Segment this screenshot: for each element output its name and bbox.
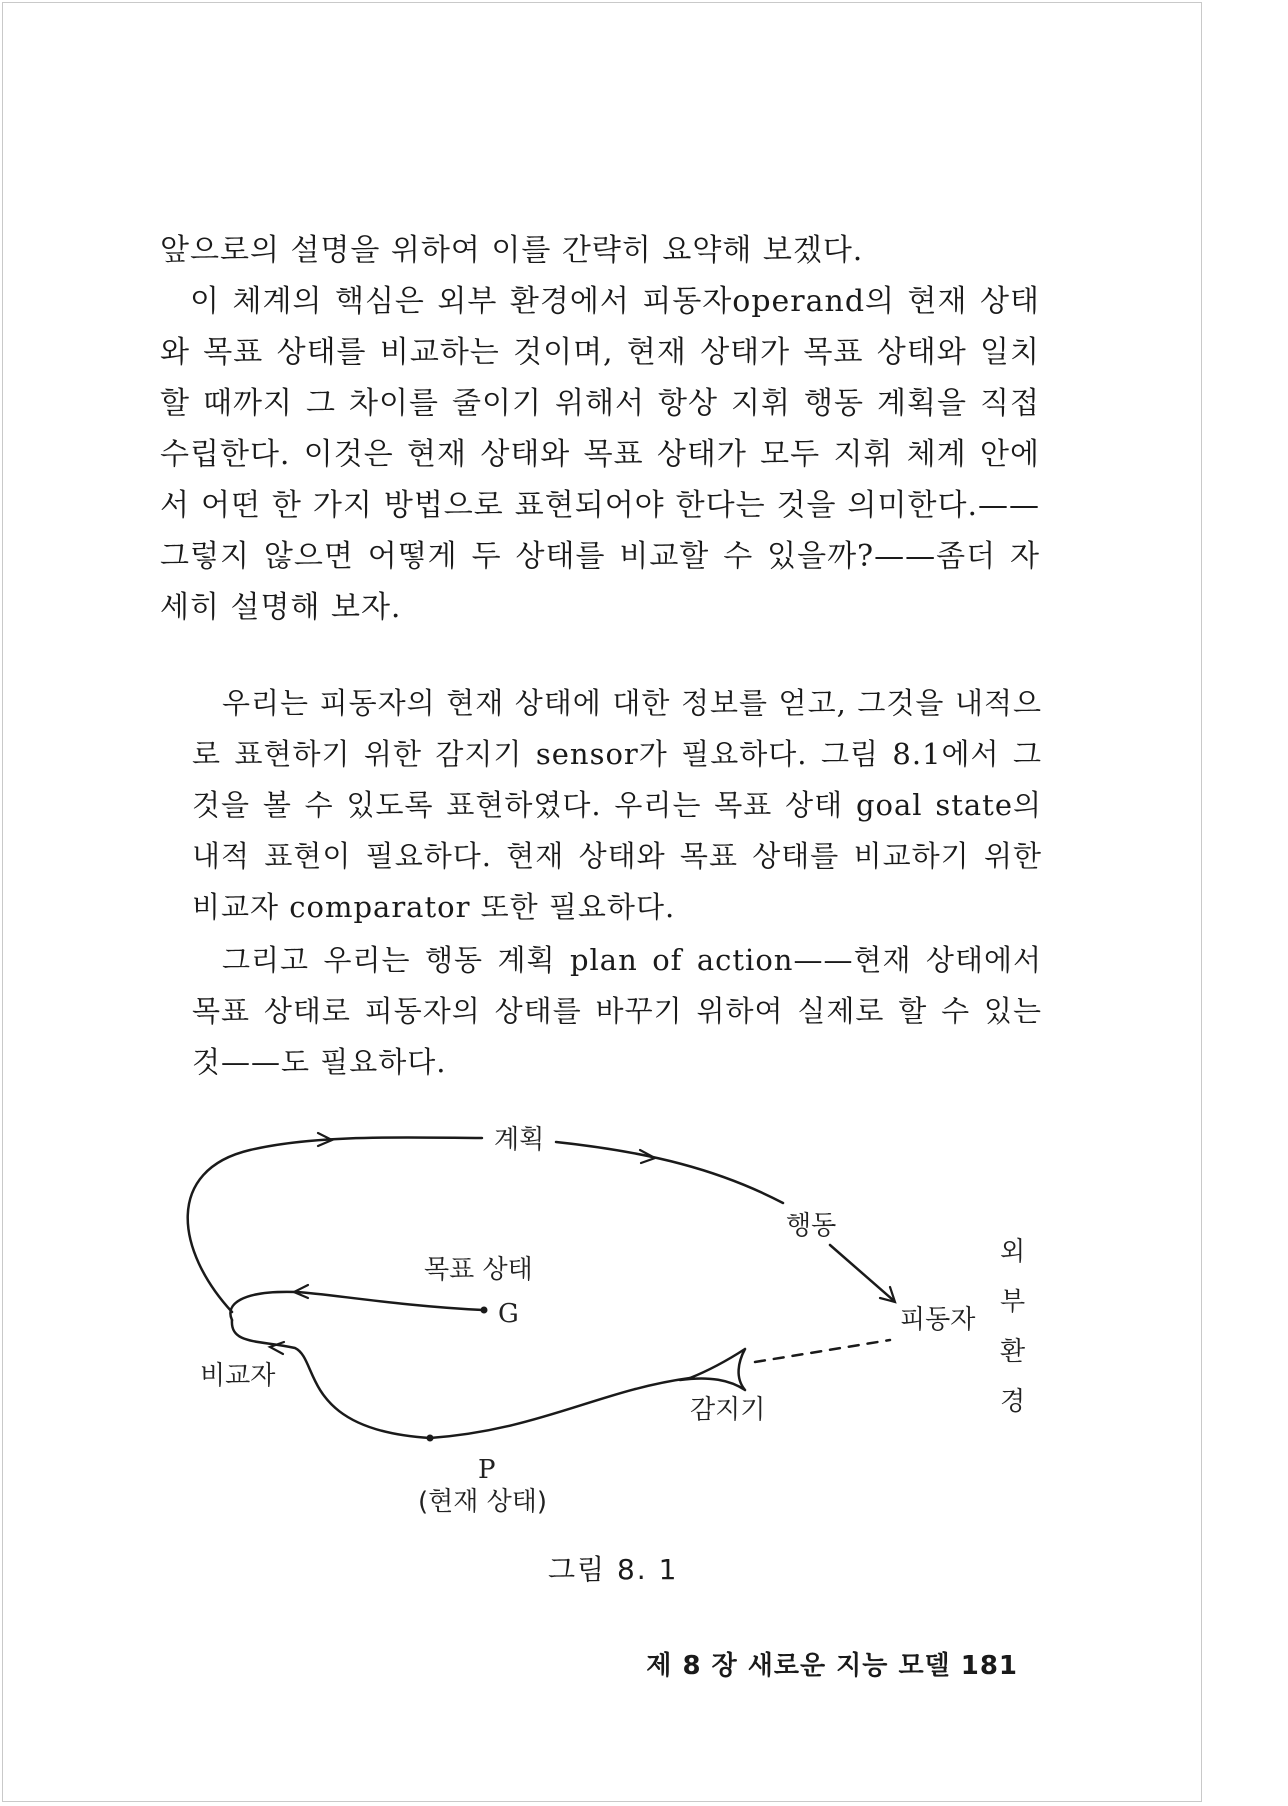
present-point bbox=[427, 1435, 434, 1442]
label-environment-2: 부 bbox=[1000, 1287, 1026, 1317]
label-plan: 계획 bbox=[494, 1125, 545, 1155]
label-goal-symbol: G bbox=[498, 1299, 519, 1329]
paragraph-1: 앞으로의 설명을 위하여 이를 간략히 요약해 보겠다. bbox=[160, 233, 864, 268]
sensor-symbol bbox=[680, 1349, 745, 1390]
loop-to-plan bbox=[188, 1137, 482, 1312]
label-environment-1: 외 bbox=[1000, 1237, 1026, 1267]
figure-caption: 그림 8. 1 bbox=[548, 1553, 679, 1586]
label-environment-3: 환 bbox=[1000, 1337, 1026, 1367]
label-environment-4: 경 bbox=[1000, 1387, 1026, 1417]
goal-point bbox=[481, 1307, 488, 1314]
label-present-symbol: P bbox=[478, 1455, 496, 1485]
label-action: 행동 bbox=[786, 1211, 837, 1241]
sensor-to-operand-dashed bbox=[755, 1340, 890, 1362]
paragraph-4: 그리고 우리는 행동 계획 plan of action——현재 상태에서 목표 상태로 피동자의 상태를 바꾸기 위하여 실제로 할 수 있는 것——도 필요하다. bbox=[192, 943, 1042, 1079]
page-footer: 제 8 장 새로운 지능 모델 181 bbox=[646, 1651, 1018, 1681]
label-comparator: 비교자 bbox=[200, 1361, 276, 1391]
label-goal-state: 목표 상태 bbox=[424, 1255, 533, 1285]
action-to-operand bbox=[830, 1245, 893, 1300]
plan-to-action bbox=[556, 1142, 783, 1203]
label-present-state: (현재 상태) bbox=[418, 1487, 548, 1517]
paragraph-3: 우리는 피동자의 현재 상태에 대한 정보를 얻고, 그것을 내적으로 표현하기 위한 감지기 sensor가 필요하다. 그림 8.1에서 그것을 볼 수 있도록 표현하였다. 우리는 목표 상태 goal state의 내적 표현이 필요하다. 현재 상태와 목표 상태를 비교하기 위한 비교자 comparator 또한 필요하다. bbox=[192, 686, 1042, 924]
paragraph-2: 이 체계의 핵심은 외부 환경에서 피동자operand의 현재 상태와 목표 상태를 비교하는 것이며, 현재 상태가 목표 상태와 일치할 때까지 그 차이를 줄이기 위해서 항상 지휘 행동 계획을 직접 수립한다. 이것은 현재 상태와 목표 상태가 모두 지휘 체계 안에서 어떤 한 가지 방법으로 표현되어야 한다는 것을 의미한다.——그렇지 않으면 어떻게 두 상태를 비교할 수 있을까?——좀더 자세히 설명해 보자. bbox=[160, 284, 1040, 625]
goal-to-comparator bbox=[230, 1292, 483, 1320]
label-operand: 피동자 bbox=[900, 1305, 976, 1335]
present-to-sensor bbox=[430, 1378, 690, 1438]
label-sensor: 감지기 bbox=[690, 1395, 766, 1425]
